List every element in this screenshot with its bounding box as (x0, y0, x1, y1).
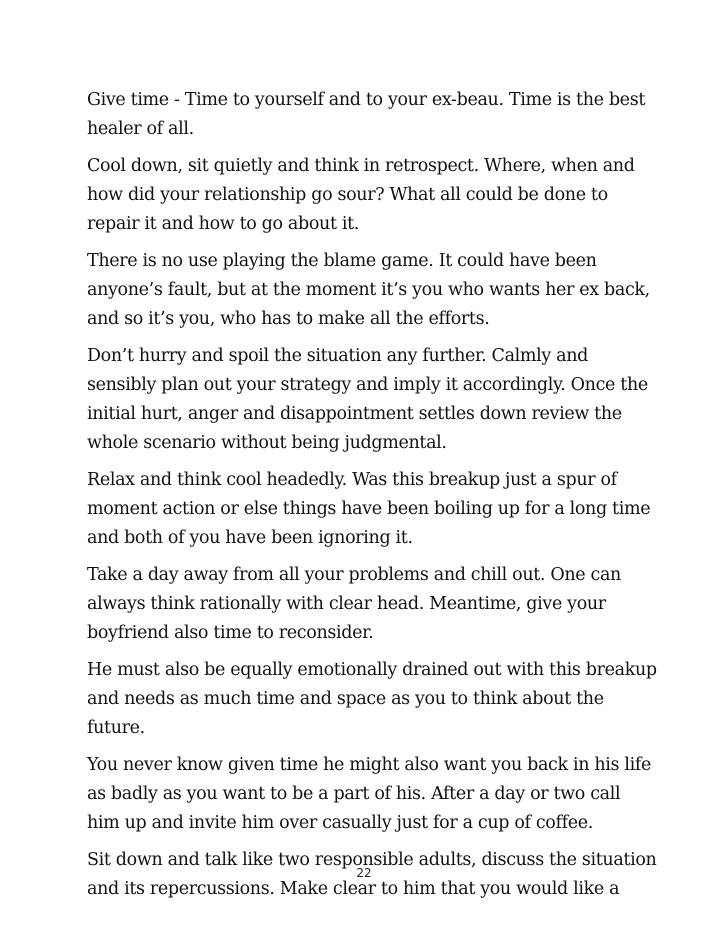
paragraph: You never know given time he might also want you back in his life as badly as you want to be a part of his. After a day or two call him up and invite him over casually just for a cup of coffee. (87, 755, 651, 833)
page-number: 22 (356, 866, 372, 880)
paragraph: There is no use playing the blame game. It could have been anyone’s fault, but at the moment it’s you who wants her ex back, and so it’s you, who has to make all the efforts. (87, 251, 650, 329)
paragraph: Cool down, sit quietly and think in retrospect. Where, when and how did your relationship go sour? What all could be done to repair it and how to go about it. (87, 156, 635, 234)
paragraph: He must also be equally emotionally drained out with this breakup and needs as much time and space as you to think about the future. (87, 660, 657, 738)
paragraph: Give time - Time to yourself and to your ex-beau. Time is the best healer of all. (87, 90, 646, 139)
paragraph: Don’t hurry and spoil the situation any further. Calmly and sensibly plan out your strategy and imply it accordingly. Once the initial hurt, anger and disappointment settles down review the whole scenario without being judgmental. (87, 346, 648, 453)
paragraph: Sit down and talk like two responsible adults, discuss the situation and its repercussions. Make clear to him that you would like a (87, 850, 657, 899)
paragraph: Relax and think cool headedly. Was this breakup just a spur of moment action or else things have been boiling up for a long time and both of you have been ignoring it. (87, 470, 651, 548)
body-text (87, 86, 657, 912)
paragraph: Take a day away from all your problems and chill out. One can always think rationally with clear head. Meantime, give your boyfriend also time to reconsider. (87, 565, 621, 643)
